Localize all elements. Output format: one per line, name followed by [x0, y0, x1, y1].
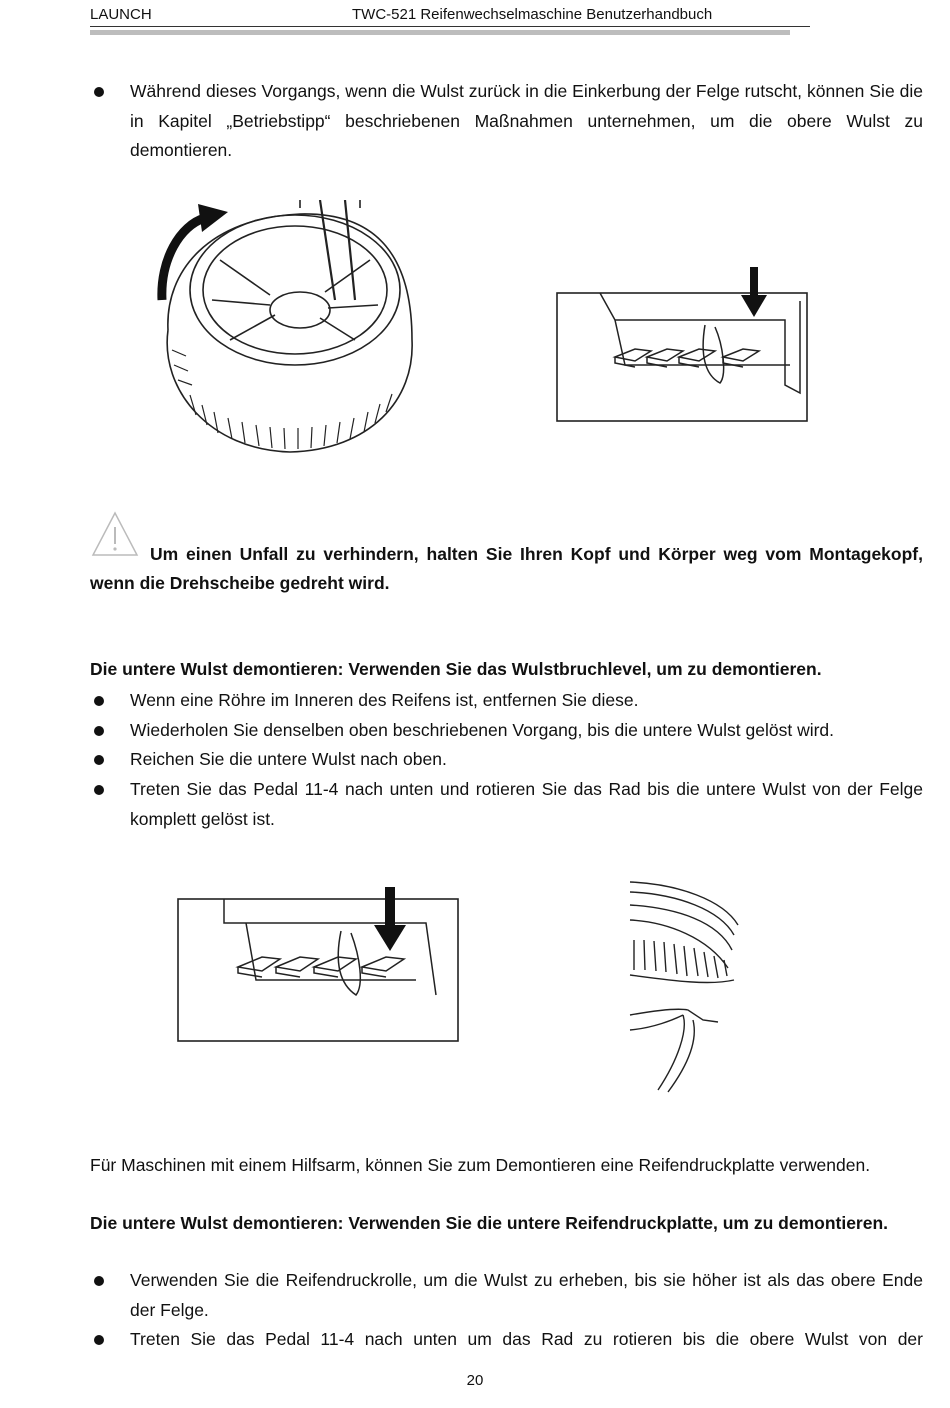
bullet-text: Reichen Sie die untere Wulst nach oben.: [130, 749, 447, 769]
pedal-arrow-figure-2: [176, 885, 461, 1045]
list-item: [90, 686, 923, 716]
pedal-arrow-figure-1: [555, 265, 810, 425]
tire-bead-closeup-figure: [628, 880, 748, 1095]
bullet-icon: [94, 1276, 104, 1286]
bullet-text: Verwenden Sie die Reifendruckrolle, um die Wulst zu erheben, bis sie höher ist als das obere Ende der Felge.: [130, 1270, 923, 1320]
header-title: TWC-521 Reifenwechselmaschine Benutzerhandbuch: [352, 6, 713, 23]
bullet-text: Treten Sie das Pedal 11-4 nach unten um das Rad zu rotieren bis die obere Wulst von der: [130, 1329, 923, 1349]
bullet-text: Wenn eine Röhre im Inneren des Reifens ist, entfernen Sie diese.: [130, 690, 639, 710]
bullet-icon: [94, 1335, 104, 1345]
header-brand: LAUNCH: [90, 6, 152, 23]
bullet-icon: [94, 726, 104, 736]
bullet-icon: [94, 785, 104, 795]
warning-text: Um einen Unfall zu verhindern, halten Sie Ihren Kopf und Körper weg vom Montagekopf, wenn die Drehscheibe gedreht wird.: [90, 544, 923, 593]
section-heading-press-plate: Die untere Wulst demontieren: Verwenden Sie die untere Reifendruckplatte, um zu demontieren.: [90, 1213, 889, 1233]
tire-rotation-figure: [150, 200, 415, 460]
bullet-icon: [94, 696, 104, 706]
list-item: [90, 745, 923, 775]
list-item: [90, 716, 923, 746]
bullet-text: Während dieses Vorgangs, wenn die Wulst zurück in die Einkerbung der Felge rutscht, können Sie die in Kapitel „Betriebstipp“ beschriebenen Maßnahmen unternehmen, um die obere Wulst zu demontieren.: [130, 81, 923, 160]
auxiliary-arm-intro: Für Maschinen mit einem Hilfsarm, können Sie zum Demontieren eine Reifendruckplatte verwenden.: [90, 1155, 871, 1175]
header-bar: [90, 30, 790, 35]
list-item: [90, 77, 923, 166]
header-rule: [90, 26, 810, 27]
list-item: [90, 1266, 923, 1325]
bullet-text: Wiederholen Sie denselben oben beschriebenen Vorgang, bis die untere Wulst gelöst wird.: [130, 720, 835, 740]
bullet-icon: [94, 755, 104, 765]
bullet-text: Treten Sie das Pedal 11-4 nach unten und rotieren Sie das Rad bis die untere Wulst von der Felge komplett gelöst ist.: [130, 779, 923, 829]
section-heading-bead-breaker: Die untere Wulst demontieren: Verwenden Sie das Wulstbruchlevel, um zu demontieren.: [90, 659, 822, 679]
list-item: [90, 775, 923, 834]
bullet-icon: [94, 87, 104, 97]
list-item: [90, 1325, 923, 1355]
page-number: 20: [466, 1372, 484, 1389]
